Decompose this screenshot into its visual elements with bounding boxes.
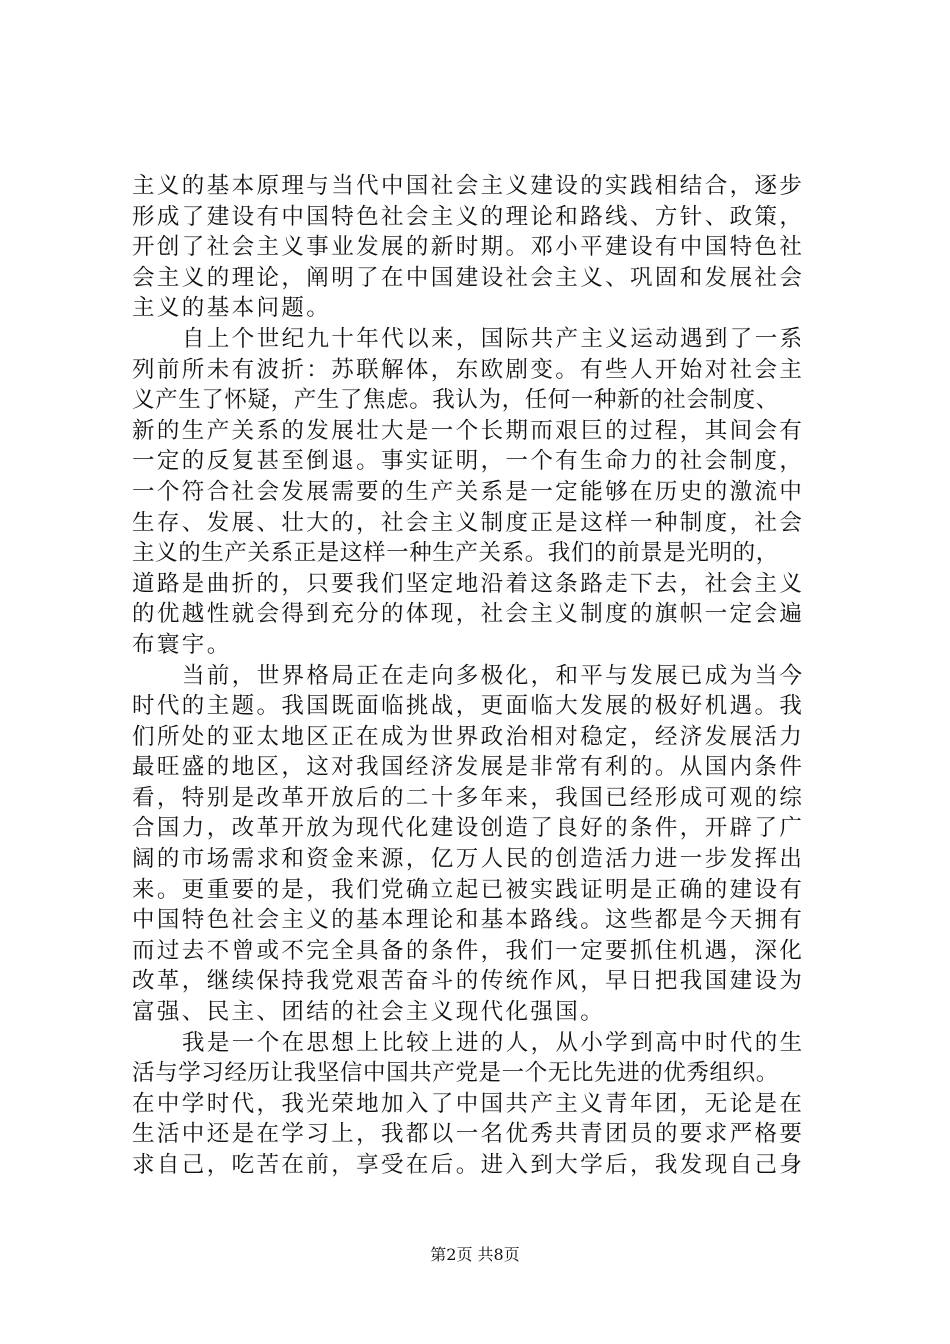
text-line: 合国力，改革开放为现代化建设创造了良好的条件，开辟了广 xyxy=(132,815,805,842)
text-line: 改革，继续保持我党艰苦奋斗的传统作风，早日把我国建设为 xyxy=(132,968,805,995)
text-line: 义产生了怀疑，产生了焦虑。我认为，任何一种新的社会制度、 xyxy=(132,387,779,414)
text-line: 主义的生产关系正是这样一种生产关系。我们的前景是光明的， xyxy=(132,540,779,567)
page-number-footer: 第2页 共8页 xyxy=(430,1245,520,1264)
text-line: 中国特色社会主义的基本理论和基本路线。这些都是今天拥有 xyxy=(132,907,805,934)
text-line: 布寰宇。 xyxy=(132,631,232,658)
text-line: 开创了社会主义事业发展的新时期。邓小平建设有中国特色社 xyxy=(132,234,805,261)
text-line: 会主义的理论，阐明了在中国建设社会主义、巩固和发展社会 xyxy=(132,264,805,291)
paragraph-start-line: 当前，世界格局正在走向多极化，和平与发展已成为当今 xyxy=(182,662,805,689)
document-body xyxy=(132,171,832,1181)
text-line: 形成了建设有中国特色社会主义的理论和路线、方针、政策， xyxy=(132,203,805,230)
text-line: 阔的市场需求和资金来源，亿万人民的创造活力进一步发挥出 xyxy=(132,846,805,873)
text-line: 主义的基本问题。 xyxy=(132,295,332,322)
text-line: 列前所未有波折：苏联解体，东欧剧变。有些人开始对社会主 xyxy=(132,356,805,383)
text-line: 一个符合社会发展需要的生产关系是一定能够在历史的激流中 xyxy=(132,478,805,505)
text-line: 而过去不曾或不完全具备的条件，我们一定要抓住机遇，深化 xyxy=(132,937,805,964)
text-line: 活与学习经历让我坚信中国共产党是一个无比先进的优秀组织。 xyxy=(132,1060,779,1087)
text-line: 的优越性就会得到充分的体现，社会主义制度的旗帜一定会遍 xyxy=(132,601,805,628)
paragraph-start-line: 自上个世纪九十年代以来，国际共产主义运动遇到了一系 xyxy=(182,325,805,352)
text-line: 富强、民主、团结的社会主义现代化强国。 xyxy=(132,999,606,1026)
text-line: 最旺盛的地区，这对我国经济发展是非常有利的。从国内条件 xyxy=(132,754,805,781)
text-line: 生存、发展、壮大的，社会主义制度正是这样一种制度，社会 xyxy=(132,509,805,536)
text-line: 新的生产关系的发展壮大是一个长期而艰巨的过程，其间会有 xyxy=(132,417,805,444)
text-line: 时代的主题。我国既面临挑战，更面临大发展的极好机遇。我 xyxy=(132,693,805,720)
text-line: 来。更重要的是，我们党确立起已被实践证明是正确的建设有 xyxy=(132,876,805,903)
text-line: 生活中还是在学习上，我都以一名优秀共青团员的要求严格要 xyxy=(132,1121,805,1148)
text-line: 在中学时代，我光荣地加入了中国共产主义青年团，无论是在 xyxy=(132,1090,805,1117)
text-line: 主义的基本原理与当代中国社会主义建设的实践相结合，逐步 xyxy=(132,173,805,199)
text-line: 们所处的亚太地区正在成为世界政治相对稳定，经济发展活力 xyxy=(132,723,805,750)
paragraph-start-line: 我是一个在思想上比较上进的人，从小学到高中时代的生 xyxy=(182,1029,805,1056)
text-line: 道路是曲折的，只要我们坚定地沿着这条路走下去，社会主义 xyxy=(132,570,805,597)
text-line: 看，特别是改革开放后的二十多年来，我国已经形成可观的综 xyxy=(132,784,805,811)
text-line: 一定的反复甚至倒退。事实证明，一个有生命力的社会制度， xyxy=(132,448,805,475)
text-line: 求自己，吃苦在前，享受在后。进入到大学后，我发现自己身 xyxy=(132,1152,805,1178)
